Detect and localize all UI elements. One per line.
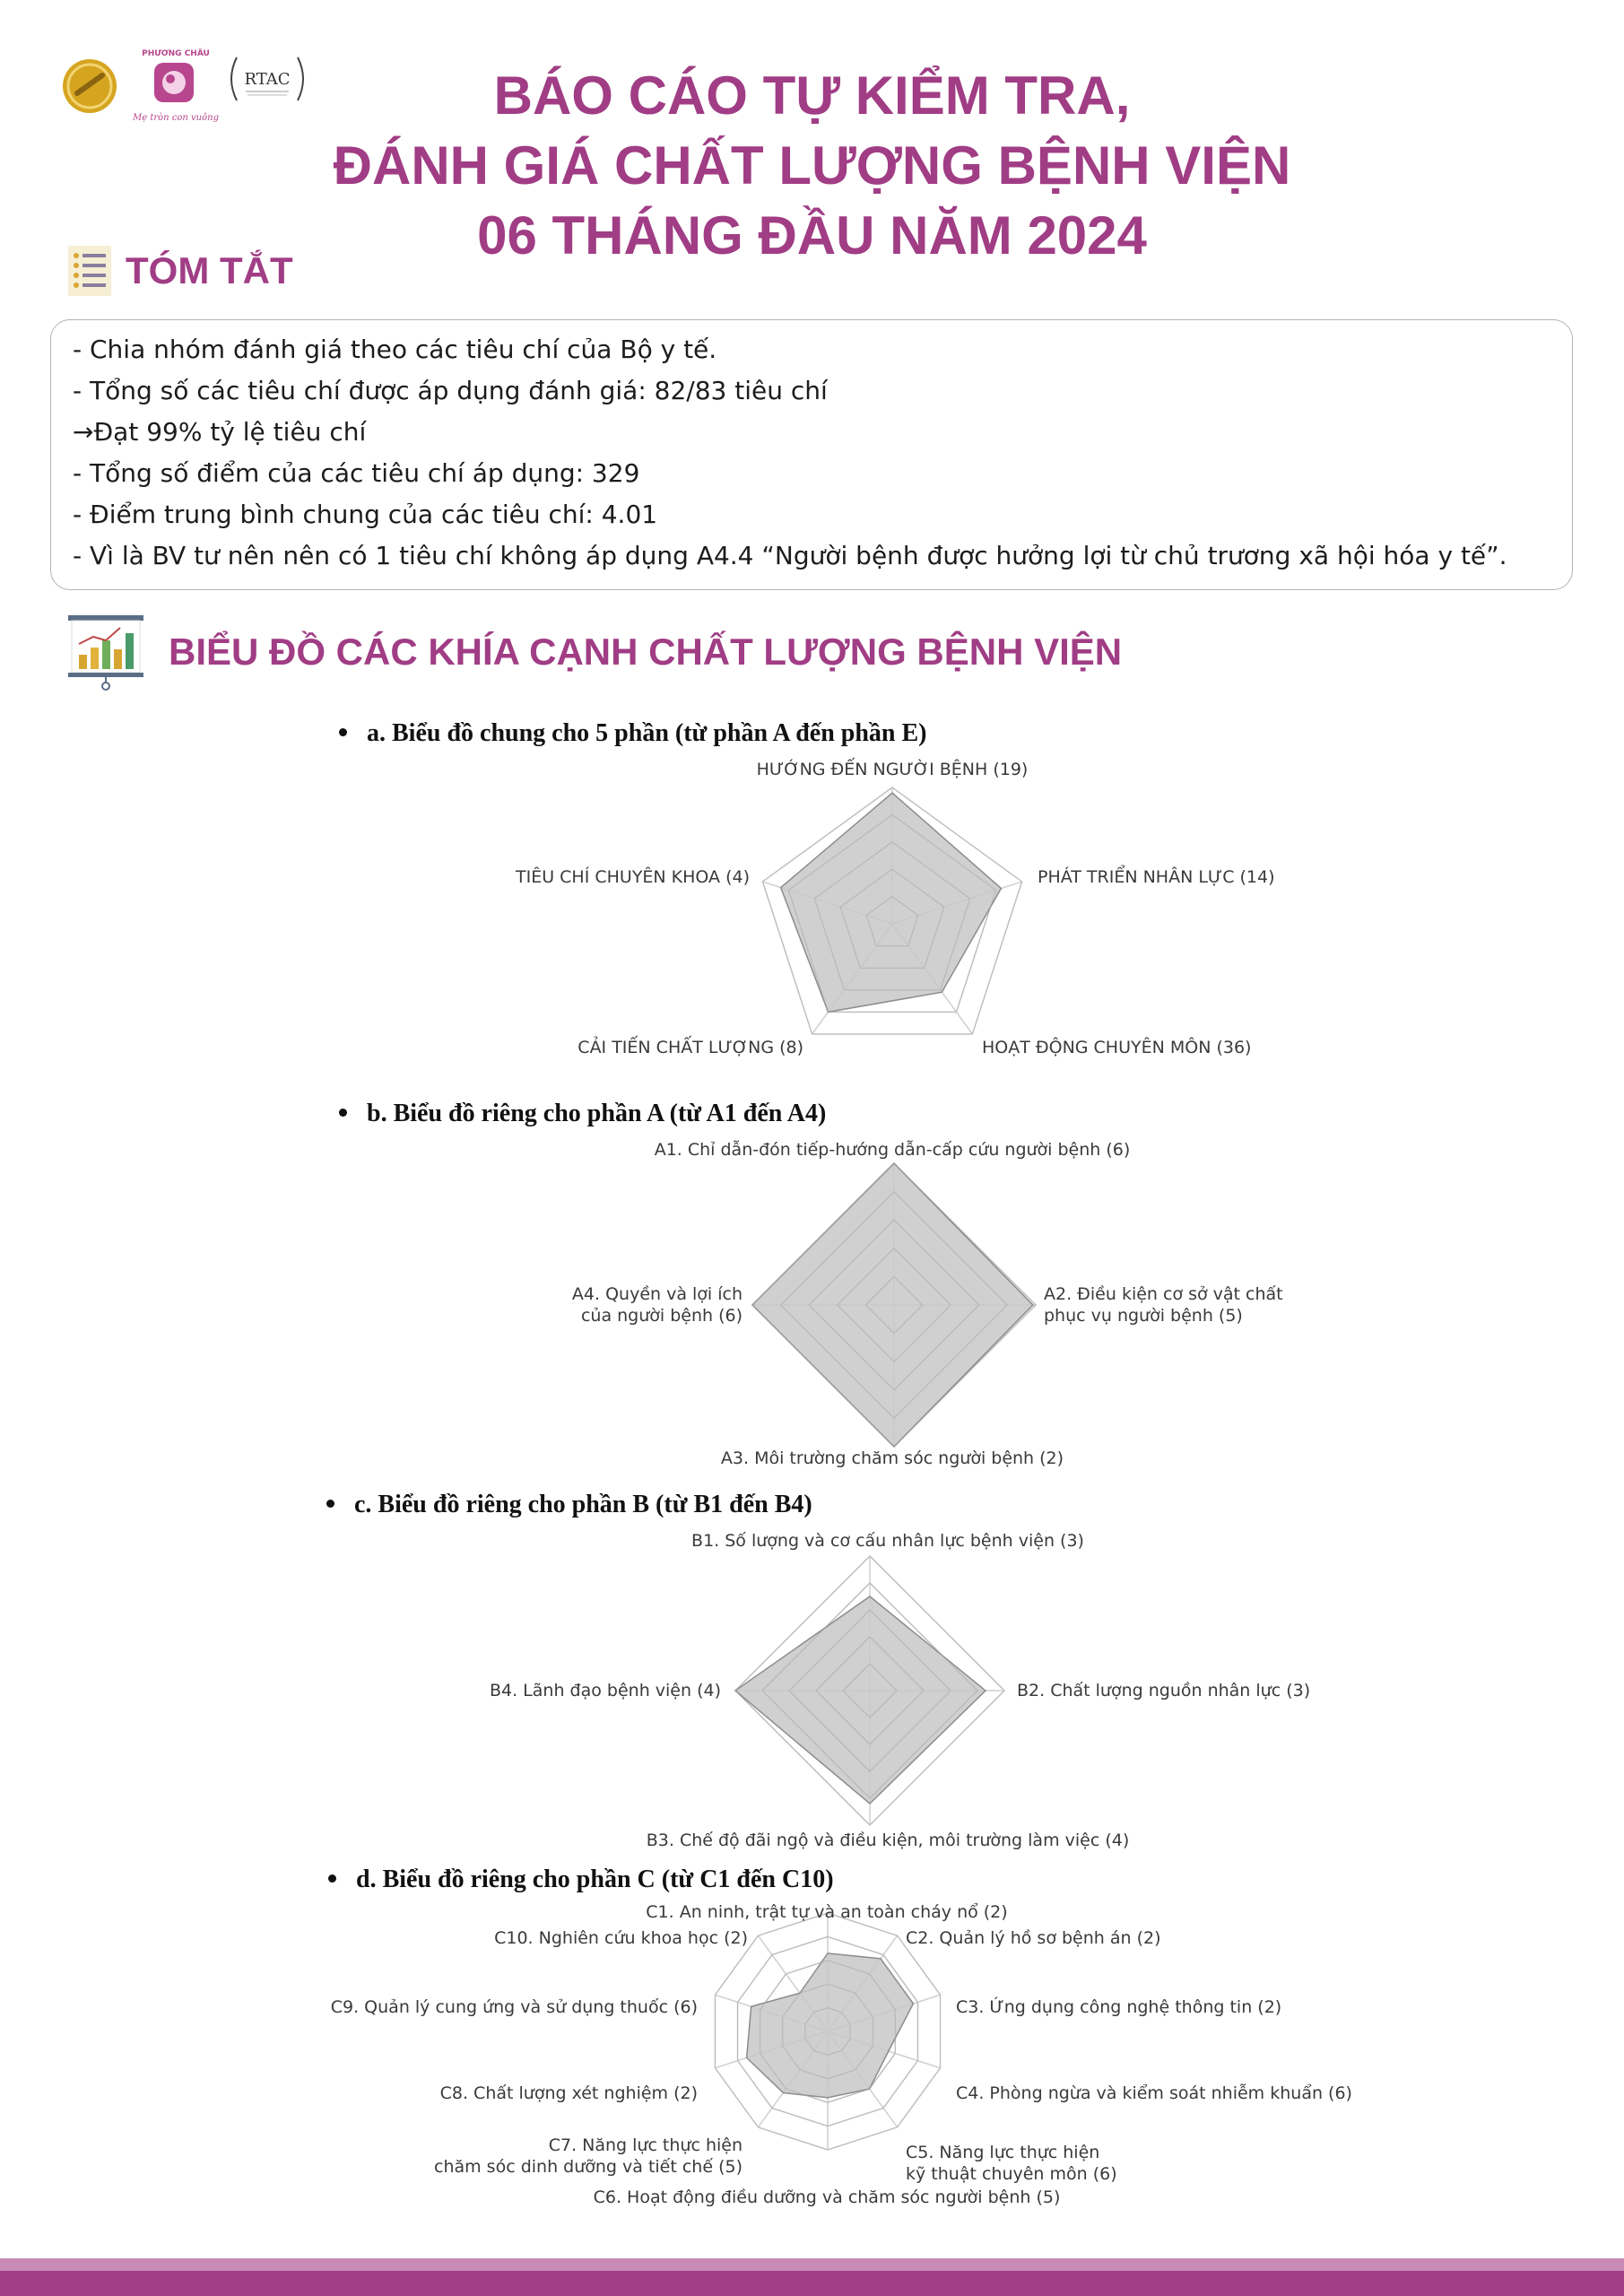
summary-line: - Tổng số điểm của các tiêu chí áp dụng: 329 <box>73 458 640 488</box>
radar-axis-label: B2. Chất lượng nguồn nhân lực (3) <box>1017 1681 1311 1700</box>
radar-axis-label: HOẠT ĐỘNG CHUYÊN MÔN (36) <box>982 1038 1252 1057</box>
radar-axis-label: C8. Chất lượng xét nghiệm (2) <box>439 2083 698 2103</box>
radar-axis-label: HƯỚNG ĐẾN NGƯỜI BỆNH (19) <box>756 760 1029 779</box>
title-line-3: 06 THÁNG ĐẦU NĂM 2024 <box>477 205 1147 265</box>
title-line-1: BÁO CÁO TỰ KIỂM TRA, <box>493 65 1131 126</box>
radar-axis-label: A3. Môi trường chăm sóc người bệnh (2) <box>720 1448 1064 1468</box>
radar-axis-label: C9. Quản lý cung ứng và sử dụng thuốc (6) <box>330 1997 698 2017</box>
summary-line: - Chia nhóm đánh giá theo các tiêu chí của Bộ y tế. <box>73 335 717 364</box>
radar-axis-label: A2. Điều kiện cơ sở vật chất phục vụ người bệnh (5) <box>1044 1284 1283 1326</box>
chart-a-title-text: a. Biểu đồ chung cho 5 phần (từ phần A đến phần E) <box>367 719 927 747</box>
radar-series-area <box>747 1953 914 2098</box>
summary-line: →Đạt 99% tỷ lệ tiêu chí <box>73 417 367 447</box>
chart-d-title-text: d. Biểu đồ riêng cho phần C (từ C1 đến C10) <box>356 1866 834 1893</box>
radar-axis-label: TIÊU CHÍ CHUYÊN KHOA (4) <box>516 867 750 887</box>
chart-b-title-text: b. Biểu đồ riêng cho phần A (từ A1 đến A4) <box>367 1100 827 1127</box>
radar-axis-label: PHÁT TRIỂN NHÂN LỰC (14) <box>1038 867 1275 887</box>
radar-axis-label: C1. An ninh, trật tự và an toàn cháy nổ (2) <box>646 1902 1008 1922</box>
radar-axis-label: C6. Hoạt động điều dưỡng và chăm sóc người bệnh (5) <box>593 2187 1061 2207</box>
radar-axis-label: C10. Nghiên cứu khoa học (2) <box>494 1928 748 1948</box>
radar-axis-label: A1. Chỉ dẫn-đón tiếp-hướng dẫn-cấp cứu người bệnh (6) <box>654 1140 1131 1160</box>
summary-line: - Vì là BV tư nên nên có 1 tiêu chí không áp dụng A4.4 “Người bệnh được hưởng lợi từ chủ trương xã hội hóa y tế”. <box>73 541 1507 570</box>
chart-c-title-text: c. Biểu đồ riêng cho phần B (từ B1 đến B4) <box>354 1491 812 1518</box>
radar-axis-label: B3. Chế độ đãi ngộ và điều kiện, môi trường làm việc (4) <box>646 1831 1130 1850</box>
summary-line: - Tổng số các tiêu chí được áp dụng đánh giá: 82/83 tiêu chí <box>73 376 828 405</box>
radar-axis-label: B1. Số lượng và cơ cấu nhân lực bệnh viện (3) <box>691 1531 1084 1551</box>
logo-partner: RTAC <box>244 70 291 89</box>
radar-axis-label: C5. Năng lực thực hiện kỹ thuật chuyên môn (6) <box>906 2143 1117 2184</box>
radar-axis-label: C7. Năng lực thực hiện chăm sóc dinh dưỡng và tiết chế (5) <box>434 2135 743 2177</box>
footer-bar-light <box>0 2258 1624 2271</box>
radar-axis-label: A4. Quyền và lợi ích của người bệnh (6) <box>571 1284 743 1326</box>
radar-axis-label: CẢI TIẾN CHẤT LƯỢNG (8) <box>578 1038 803 1057</box>
radar-axis-label: C3. Ứng dụng công nghệ thông tin (2) <box>956 1997 1282 2017</box>
radar-axis-label: C4. Phòng ngừa và kiểm soát nhiễm khuẩn (6) <box>956 2083 1352 2103</box>
logo-slogan: Mẹ tròn con vuông <box>133 113 219 123</box>
charts-heading-text: BIỂU ĐỒ CÁC KHÍA CẠNH CHẤT LƯỢNG BỆNH VIỆN <box>169 631 1123 673</box>
footer-bar-dark <box>0 2271 1624 2296</box>
summary-heading-text: TÓM TẮT <box>126 249 293 291</box>
radar-axis-label: B4. Lãnh đạo bệnh viện (4) <box>489 1681 721 1700</box>
title-line-2: ĐÁNH GIÁ CHẤT LƯỢNG BỆNH VIỆN <box>333 135 1291 196</box>
summary-line: - Điểm trung bình chung của các tiêu chí: 4.01 <box>73 500 658 529</box>
radar-axis-label: C2. Quản lý hồ sơ bệnh án (2) <box>906 1928 1161 1948</box>
logo-brand: PHƯƠNG CHÂU <box>142 49 210 58</box>
